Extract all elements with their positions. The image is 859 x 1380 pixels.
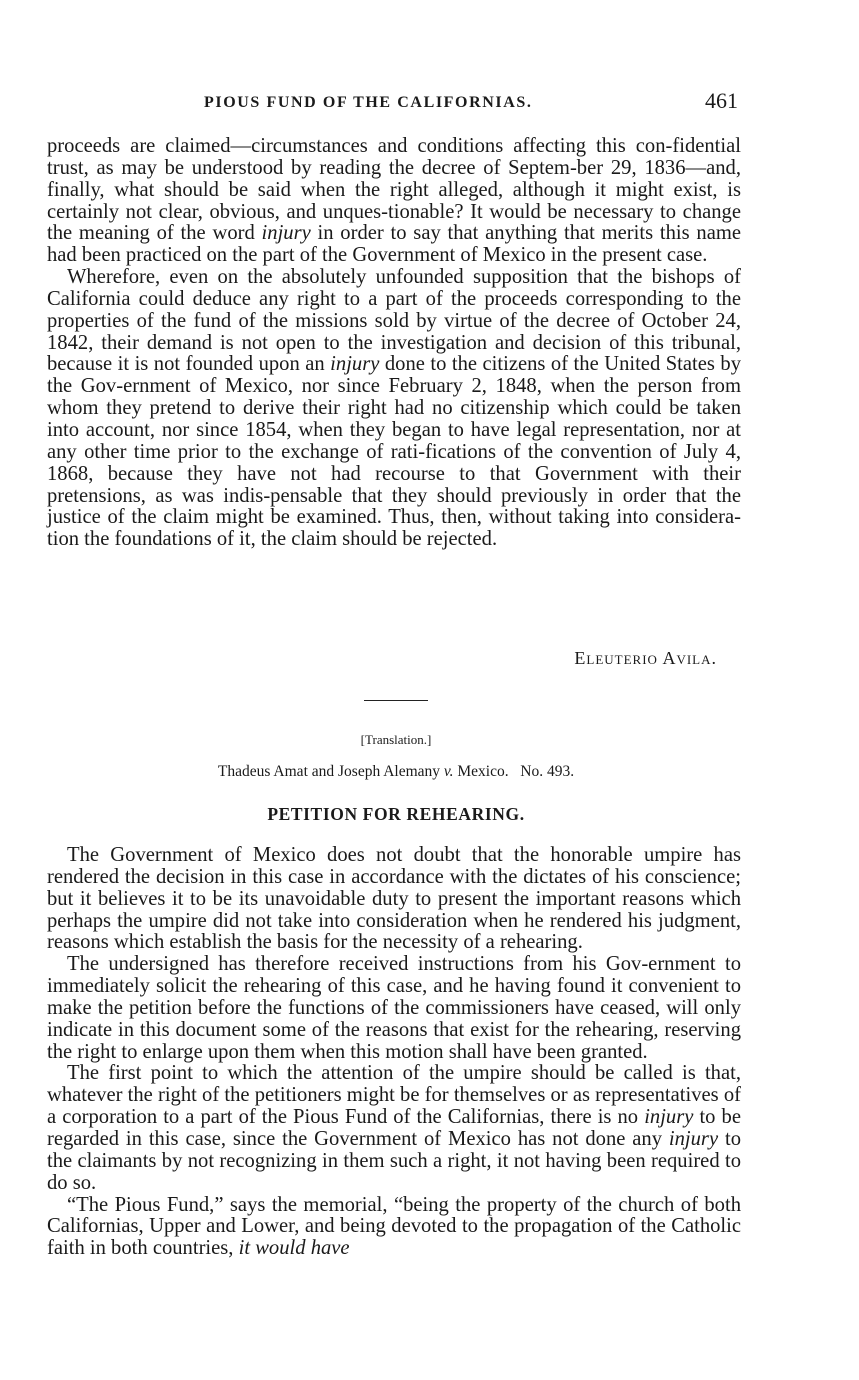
opinion-text — [47, 136, 741, 551]
petition-paragraph-1: The Government of Mexico does not doubt that the honorable umpire has rendered the decision in this case in accordance with the dictates of his conscience; but it believes it to be its unavoidable duty to present the important reasons which perhaps the umpire did not take into consideration when he rendered his judgment, reasons which establish the basis for the necessity of a rehearing. — [47, 844, 741, 954]
petition-paragraph-2: The undersigned has therefore received instructions from his Gov-ernment to immediately solicit the rehearing of this case, and he having found it convenient to make the petition before the functions of the commissioners have ceased, will only indicate in this document some of the reasons that exist for the rehearing, reserving the right to enlarge upon them when this motion shall have been granted. — [47, 953, 741, 1063]
petition-paragraph-3: The first point to which the attention of the umpire should be called is that, whatever the right of the petitioners might be for themselves or as representatives of a corporation to a part of the Pious Fund of the Californias, there is no injury to be regarded in this case, since the Government of Mexico has not done any injury to the claimants by not recognizing in them such a right, it not having been required to do so. — [47, 1062, 741, 1194]
emphasis-injury: injury — [668, 1127, 719, 1150]
emphasis-injury: injury — [330, 353, 380, 376]
running-header — [46, 88, 746, 118]
opinion-paragraph-2: Wherefore, even on the absolutely unfounded supposition that the bishops of California could deduce any right to a part of the proceeds corresponding to the properties of the fund of the missions sold by virtue of the decree of October 24, 1842, their demand is not open to the investigation and decision of this tribunal, because it is not founded upon an injury done to the citizens of the United States by the Gov-ernment of Mexico, nor since February 2, 1848, when the person from whom they pretend to derive their right had no citizenship which could be taken into account, nor since 1854, when they began to have legal representation, nor at any other time prior to the exchange of rati-fications of the convention of July 4, 1868, because they have not had recourse to that Government with their pretensions, as was indis-pensable that they should previously in order that the justice of the claim might be examined. Thus, then, without taking into considera-tion the foundations of it, the claim should be rejected. — [47, 266, 741, 551]
emphasis-quote: it would have — [238, 1237, 350, 1260]
emphasis-injury: injury — [644, 1106, 694, 1129]
case-number: No. 493. — [520, 763, 575, 780]
translation-note: [Translation.] — [360, 732, 432, 747]
section-heading: PETITION FOR REHEARING. — [267, 804, 525, 824]
petition-text — [47, 845, 741, 1260]
section-divider — [364, 700, 428, 701]
case-caption: Thadeus Amat and Joseph Alemany v. Mexico. No. 493. — [217, 763, 575, 780]
signature: Eleuterio Avila. — [574, 648, 717, 668]
emphasis-injury: injury — [261, 222, 311, 245]
opinion-paragraph-1: proceeds are claimed—circumstances and conditions affecting this con-fidential trust, as may be understood by reading the decree of Septem-ber 29, 1836—and, finally, what should be said when the right alleged, although it might exist, is certainly not clear, obvious, and unques-tionable? It would be necessary to change the meaning of the word injury in order to say that anything that merits this name had been practiced on the part of the Government of Mexico in the present case. — [47, 135, 742, 267]
running-title: PIOUS FUND OF THE CALIFORNIAS. — [204, 94, 533, 111]
page-number: 461 — [705, 88, 738, 113]
petition-paragraph-4: “The Pious Fund,” says the memorial, “being the property of the church of both Californias, Upper and Lower, and being devoted to the propagation of the Catholic faith in both countries, it would have — [47, 1193, 741, 1260]
